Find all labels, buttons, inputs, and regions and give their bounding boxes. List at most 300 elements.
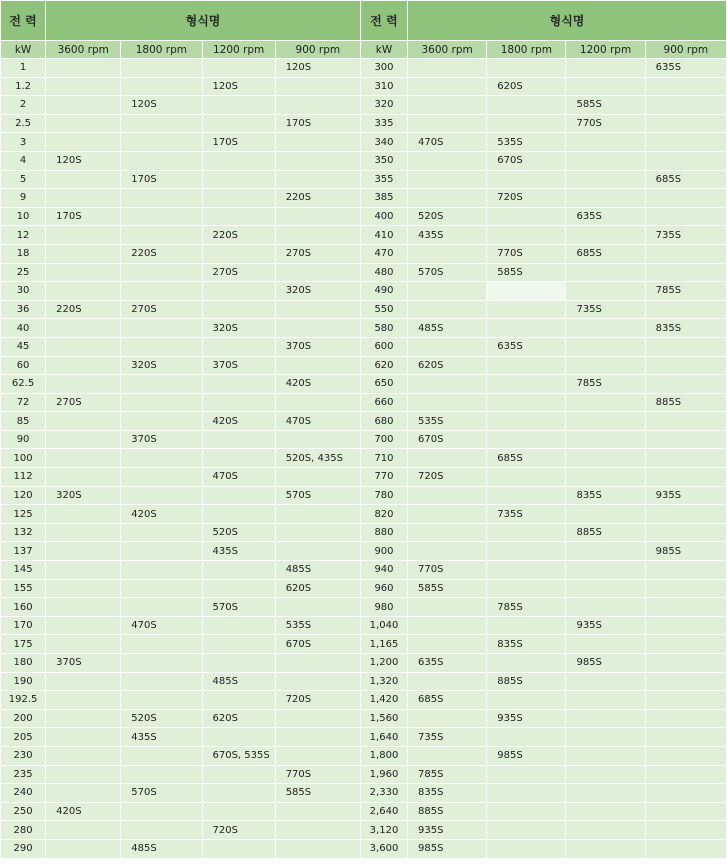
model-cell: 370S — [276, 338, 360, 356]
power-cell: 62.5 — [1, 375, 45, 393]
speed-header: 1800 rpm — [487, 41, 565, 58]
power-cell: 45 — [1, 338, 45, 356]
model-cell — [46, 226, 120, 244]
model-cell — [46, 617, 120, 635]
model-cell — [408, 78, 486, 96]
model-cell — [203, 338, 275, 356]
table-row — [1, 449, 726, 467]
table-row — [1, 394, 726, 412]
model-cell: 835S — [487, 635, 565, 653]
model-cell: 320S — [276, 282, 360, 300]
model-cell — [121, 766, 201, 784]
model-cell — [46, 635, 120, 653]
model-cell — [121, 468, 201, 486]
model-cell: 635S — [566, 208, 644, 226]
power-cell: 125 — [1, 505, 45, 523]
model-cell: 470S — [121, 617, 201, 635]
model-cell: 120S — [46, 152, 120, 170]
model-cell — [408, 673, 486, 691]
model-cell: 720S — [487, 189, 565, 207]
model-cell — [46, 561, 120, 579]
model-cell: 170S — [203, 133, 275, 151]
model-cell — [203, 96, 275, 114]
model-cell: 835S — [566, 487, 644, 505]
model-cell — [487, 542, 565, 560]
model-cell — [276, 78, 360, 96]
model-cell: 570S — [203, 598, 275, 616]
power-cell: 310 — [361, 78, 407, 96]
model-cell — [646, 524, 726, 542]
model-cell — [646, 357, 726, 375]
model-cell — [646, 561, 726, 579]
model-cell — [487, 654, 565, 672]
model-cell — [646, 245, 726, 263]
power-cell: 112 — [1, 468, 45, 486]
table-row — [1, 524, 726, 542]
model-cell: 785S — [487, 598, 565, 616]
table-row — [1, 245, 726, 263]
model-cell — [121, 803, 201, 821]
model-cell — [646, 617, 726, 635]
model-cell — [121, 59, 201, 77]
model-cell: 420S — [276, 375, 360, 393]
power-cell: 1 — [1, 59, 45, 77]
power-cell: 132 — [1, 524, 45, 542]
power-cell: 490 — [361, 282, 407, 300]
model-cell — [121, 487, 201, 505]
model-cell: 485S — [408, 319, 486, 337]
model-cell: 420S — [203, 412, 275, 430]
unit-header: kW — [361, 41, 407, 58]
model-cell — [46, 784, 120, 802]
model-cell — [566, 357, 644, 375]
power-cell: 900 — [361, 542, 407, 560]
power-cell: 385 — [361, 189, 407, 207]
model-cell — [46, 542, 120, 560]
model-cell: 620S — [408, 357, 486, 375]
power-cell: 2,640 — [361, 803, 407, 821]
model-cell: 585S — [408, 580, 486, 598]
model-cell — [646, 208, 726, 226]
model-cell — [566, 468, 644, 486]
power-cell: 230 — [1, 747, 45, 765]
model-cell — [566, 189, 644, 207]
model-cell — [566, 803, 644, 821]
power-cell: 2.5 — [1, 115, 45, 133]
model-cell — [203, 59, 275, 77]
model-cell — [46, 133, 120, 151]
model-cell: 470S — [408, 133, 486, 151]
model-cell: 170S — [121, 171, 201, 189]
model-cell — [276, 505, 360, 523]
table-row — [1, 561, 726, 579]
power-cell: 9 — [1, 189, 45, 207]
power-cell: 660 — [361, 394, 407, 412]
table-row — [1, 542, 726, 560]
model-cell — [566, 542, 644, 560]
model-cell — [487, 357, 565, 375]
power-cell: 1,320 — [361, 673, 407, 691]
model-cell — [121, 542, 201, 560]
model-cell: 435S — [121, 728, 201, 746]
power-cell: 145 — [1, 561, 45, 579]
power-cell: 680 — [361, 412, 407, 430]
model-cell — [203, 208, 275, 226]
power-cell: 250 — [1, 803, 45, 821]
model-cell: 320S — [121, 357, 201, 375]
model-header: 형식명 — [46, 1, 360, 40]
power-cell: 580 — [361, 319, 407, 337]
model-cell — [121, 524, 201, 542]
model-cell — [566, 264, 644, 282]
power-cell: 300 — [361, 59, 407, 77]
model-cell: 935S — [646, 487, 726, 505]
model-cell — [46, 412, 120, 430]
model-cell — [276, 171, 360, 189]
model-cell — [203, 580, 275, 598]
table-row — [1, 505, 726, 523]
model-cell: 620S — [203, 710, 275, 728]
table-row — [1, 96, 726, 114]
model-cell: 520S — [408, 208, 486, 226]
model-cell — [646, 691, 726, 709]
table-row — [1, 635, 726, 653]
model-cell — [46, 449, 120, 467]
model-cell — [408, 542, 486, 560]
model-cell: 370S — [203, 357, 275, 375]
model-cell: 270S — [203, 264, 275, 282]
power-cell: 700 — [361, 431, 407, 449]
model-cell: 735S — [566, 301, 644, 319]
power-cell: 780 — [361, 487, 407, 505]
model-cell — [408, 505, 486, 523]
model-cell — [203, 394, 275, 412]
power-cell: 620 — [361, 357, 407, 375]
table-row — [1, 598, 726, 616]
power-cell: 400 — [361, 208, 407, 226]
model-cell: 485S — [276, 561, 360, 579]
model-cell — [276, 264, 360, 282]
model-cell — [276, 840, 360, 858]
model-cell: 770S — [276, 766, 360, 784]
speed-header: 1800 rpm — [121, 41, 201, 58]
model-cell — [121, 133, 201, 151]
model-cell: 685S — [646, 171, 726, 189]
power-cell: 25 — [1, 264, 45, 282]
speed-header: 1200 rpm — [566, 41, 644, 58]
model-cell: 520S — [203, 524, 275, 542]
power-cell: 350 — [361, 152, 407, 170]
model-cell — [566, 766, 644, 784]
model-cell — [408, 245, 486, 263]
model-cell — [276, 133, 360, 151]
model-cell — [566, 561, 644, 579]
model-cell — [121, 282, 201, 300]
model-cell: 720S — [203, 821, 275, 839]
power-cell: 180 — [1, 654, 45, 672]
model-cell — [46, 821, 120, 839]
table-row — [1, 226, 726, 244]
table-row — [1, 115, 726, 133]
model-cell — [276, 431, 360, 449]
table-row — [1, 189, 726, 207]
power-cell: 30 — [1, 282, 45, 300]
model-cell — [121, 319, 201, 337]
model-cell — [646, 766, 726, 784]
model-cell — [276, 226, 360, 244]
model-cell — [646, 654, 726, 672]
model-cell — [46, 468, 120, 486]
model-cell — [203, 691, 275, 709]
power-cell: 335 — [361, 115, 407, 133]
model-cell — [121, 226, 201, 244]
model-cell: 620S — [276, 580, 360, 598]
speed-header: 3600 rpm — [408, 41, 486, 58]
power-cell: 1,165 — [361, 635, 407, 653]
model-cell — [487, 468, 565, 486]
model-cell — [646, 673, 726, 691]
model-cell: 585S — [566, 96, 644, 114]
power-cell: 10 — [1, 208, 45, 226]
model-cell — [487, 301, 565, 319]
model-cell — [566, 449, 644, 467]
model-cell — [276, 654, 360, 672]
power-cell: 72 — [1, 394, 45, 412]
model-cell — [646, 264, 726, 282]
model-cell — [203, 784, 275, 802]
model-cell — [46, 338, 120, 356]
model-cell — [566, 635, 644, 653]
model-cell: 635S — [487, 338, 565, 356]
power-cell: 18 — [1, 245, 45, 263]
model-cell — [46, 580, 120, 598]
model-cell — [46, 96, 120, 114]
model-cell: 935S — [566, 617, 644, 635]
model-cell — [46, 171, 120, 189]
model-cell — [203, 115, 275, 133]
model-cell — [276, 357, 360, 375]
power-cell: 1,200 — [361, 654, 407, 672]
power-cell: 85 — [1, 412, 45, 430]
model-cell — [646, 821, 726, 839]
model-cell — [487, 394, 565, 412]
model-cell — [46, 264, 120, 282]
model-cell — [487, 487, 565, 505]
model-cell — [487, 728, 565, 746]
model-cell — [408, 524, 486, 542]
model-cell — [566, 431, 644, 449]
power-cell: 2 — [1, 96, 45, 114]
speed-header: 900 rpm — [646, 41, 726, 58]
model-cell: 120S — [276, 59, 360, 77]
table-row — [1, 803, 726, 821]
model-cell — [566, 821, 644, 839]
model-cell — [46, 691, 120, 709]
power-cell: 3,600 — [361, 840, 407, 858]
model-cell — [203, 561, 275, 579]
model-cell: 720S — [408, 468, 486, 486]
model-cell: 770S — [408, 561, 486, 579]
model-cell: 735S — [487, 505, 565, 523]
model-cell — [646, 784, 726, 802]
model-cell — [46, 245, 120, 263]
model-cell — [46, 728, 120, 746]
model-cell — [121, 691, 201, 709]
model-cell: 570S — [276, 487, 360, 505]
power-cell: 320 — [361, 96, 407, 114]
model-cell — [566, 691, 644, 709]
model-cell — [408, 710, 486, 728]
model-cell: 685S — [408, 691, 486, 709]
model-cell: 885S — [408, 803, 486, 821]
power-cell: 3,120 — [361, 821, 407, 839]
power-cell: 1,800 — [361, 747, 407, 765]
model-cell — [276, 747, 360, 765]
model-cell — [646, 803, 726, 821]
power-cell: 600 — [361, 338, 407, 356]
model-cell: 885S — [646, 394, 726, 412]
table-row — [1, 580, 726, 598]
model-cell — [276, 728, 360, 746]
model-cell — [408, 282, 486, 300]
model-cell: 735S — [646, 226, 726, 244]
model-cell — [566, 171, 644, 189]
power-cell: 1,960 — [361, 766, 407, 784]
model-cell — [566, 840, 644, 858]
model-cell — [46, 840, 120, 858]
model-cell — [121, 189, 201, 207]
table-row — [1, 617, 726, 635]
model-cell: 785S — [646, 282, 726, 300]
model-cell: 885S — [487, 673, 565, 691]
power-header: 전 력 — [1, 1, 45, 40]
table-body — [1, 59, 726, 858]
model-cell — [408, 171, 486, 189]
model-cell — [566, 59, 644, 77]
model-cell — [203, 301, 275, 319]
table-row — [1, 171, 726, 189]
power-cell: 410 — [361, 226, 407, 244]
power-header: 전 력 — [361, 1, 407, 40]
model-cell: 985S — [408, 840, 486, 858]
model-cell — [646, 431, 726, 449]
model-cell — [46, 319, 120, 337]
power-cell: 355 — [361, 171, 407, 189]
model-cell — [276, 803, 360, 821]
model-cell — [121, 78, 201, 96]
model-cell — [203, 840, 275, 858]
model-cell — [121, 747, 201, 765]
model-cell — [46, 115, 120, 133]
model-cell — [203, 375, 275, 393]
model-cell: 320S — [46, 487, 120, 505]
model-cell — [46, 375, 120, 393]
model-cell — [646, 152, 726, 170]
model-cell — [487, 803, 565, 821]
model-cell — [46, 59, 120, 77]
model-cell — [408, 115, 486, 133]
table-row — [1, 264, 726, 282]
table-row — [1, 282, 726, 300]
model-cell — [408, 301, 486, 319]
model-cell — [408, 449, 486, 467]
model-cell — [46, 598, 120, 616]
model-cell: 370S — [121, 431, 201, 449]
power-cell: 90 — [1, 431, 45, 449]
model-cell — [566, 747, 644, 765]
model-cell: 685S — [566, 245, 644, 263]
model-cell — [487, 431, 565, 449]
model-cell — [566, 78, 644, 96]
model-cell: 435S — [203, 542, 275, 560]
model-cell — [646, 375, 726, 393]
model-cell: 685S — [487, 449, 565, 467]
power-cell: 40 — [1, 319, 45, 337]
model-cell — [487, 59, 565, 77]
model-cell — [408, 598, 486, 616]
model-cell: 635S — [408, 654, 486, 672]
model-cell — [487, 171, 565, 189]
model-cell — [646, 728, 726, 746]
model-cell: 170S — [276, 115, 360, 133]
model-cell — [203, 171, 275, 189]
model-cell: 535S — [276, 617, 360, 635]
power-cell: 155 — [1, 580, 45, 598]
model-cell: 520S — [121, 710, 201, 728]
table-row — [1, 357, 726, 375]
model-cell: 835S — [646, 319, 726, 337]
model-cell: 670S — [408, 431, 486, 449]
model-cell: 220S — [46, 301, 120, 319]
model-cell — [646, 747, 726, 765]
model-cell — [46, 747, 120, 765]
model-cell: 635S — [646, 59, 726, 77]
model-cell: 770S — [566, 115, 644, 133]
model-cell — [276, 96, 360, 114]
model-cell — [646, 78, 726, 96]
power-cell: 550 — [361, 301, 407, 319]
model-cell — [276, 152, 360, 170]
model-cell: 585S — [276, 784, 360, 802]
model-cell — [203, 505, 275, 523]
model-cell — [121, 673, 201, 691]
model-cell — [566, 152, 644, 170]
model-cell — [408, 152, 486, 170]
model-cell: 985S — [487, 747, 565, 765]
model-cell — [408, 338, 486, 356]
model-cell — [566, 710, 644, 728]
model-cell — [487, 784, 565, 802]
model-cell — [646, 468, 726, 486]
power-cell: 880 — [361, 524, 407, 542]
model-cell — [487, 319, 565, 337]
model-cell: 220S — [203, 226, 275, 244]
model-cell: 220S — [276, 189, 360, 207]
model-cell — [46, 78, 120, 96]
model-cell — [646, 580, 726, 598]
table-row — [1, 59, 726, 77]
model-cell — [646, 710, 726, 728]
model-cell — [121, 598, 201, 616]
power-cell: 770 — [361, 468, 407, 486]
model-cell — [203, 189, 275, 207]
model-cell: 470S — [203, 468, 275, 486]
power-cell: 280 — [1, 821, 45, 839]
model-cell — [121, 654, 201, 672]
model-cell — [121, 152, 201, 170]
power-cell: 235 — [1, 766, 45, 784]
power-cell: 60 — [1, 357, 45, 375]
